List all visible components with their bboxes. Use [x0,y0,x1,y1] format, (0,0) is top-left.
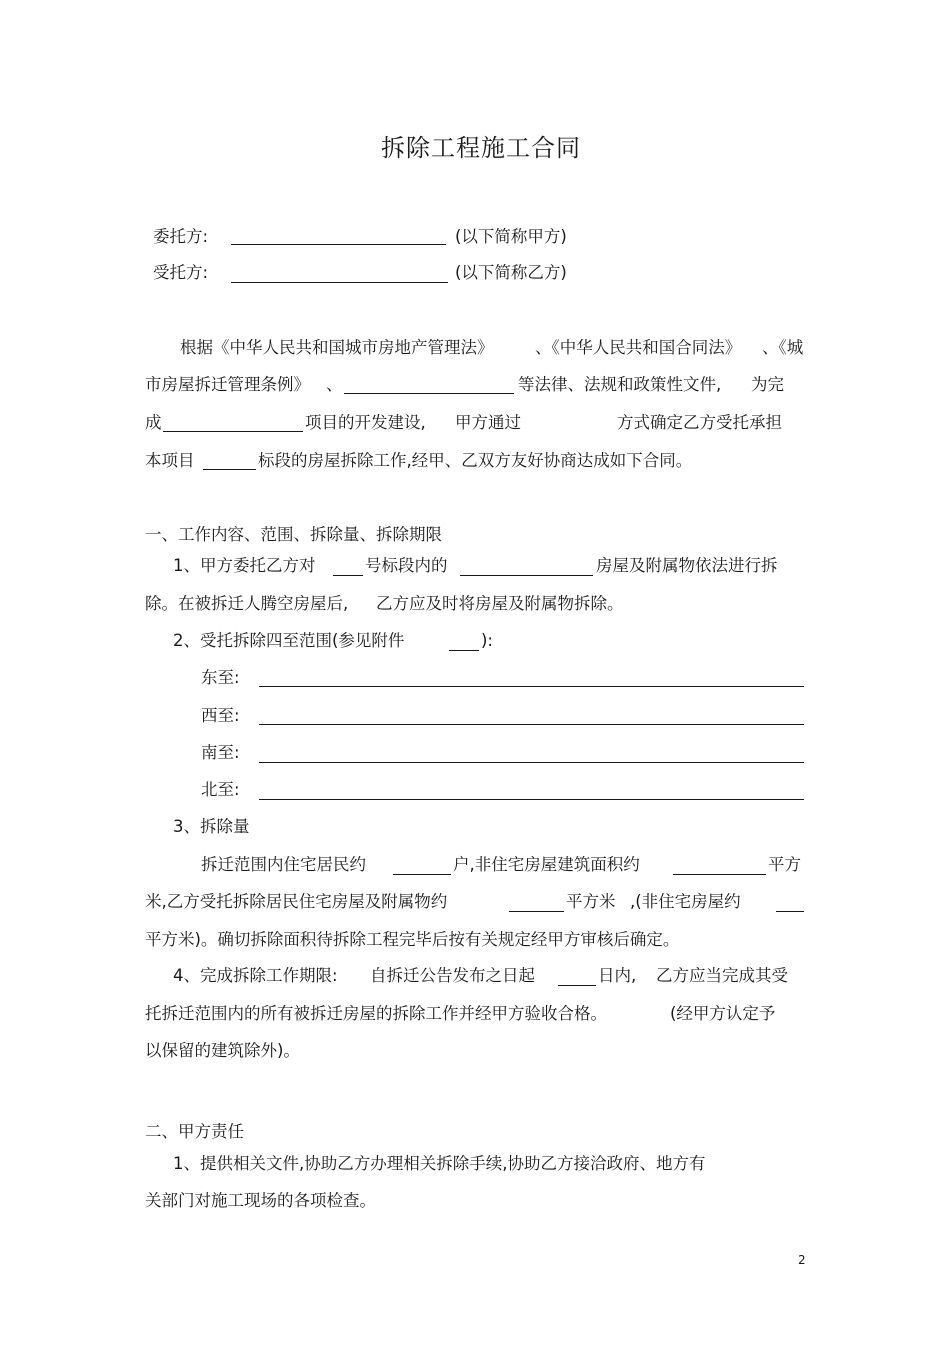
preamble-text: 方式确定乙方受托承担 [617,413,782,432]
preamble-text: 甲方通过 [455,413,521,432]
section-no-blank [203,469,256,470]
section-heading: 一、工作内容、范围、拆除量、拆除期限 [145,525,442,544]
preamble-text: 市房屋拆迁管理条例》 [145,375,310,394]
annex-blank [449,650,479,651]
boundary-south-blank [259,762,804,763]
clause-text: 3、拆除量 [173,817,250,836]
contractor-label: 受托方: [153,263,209,282]
preamble-text: 、 [326,375,343,394]
clause-text: 日内, [598,966,637,985]
regulation-blank [344,393,514,394]
contractor-blank [231,282,448,283]
clause-text: 房屋及附属物依法进行拆 [596,556,778,575]
clause-text: 以保留的建筑除外)。 [145,1041,300,1060]
boundary-west-label: 西至: [201,706,240,725]
boundary-south-label: 南至: [201,743,240,762]
page-number: 2 [798,1253,806,1267]
preamble-text: 项目的开发建设, [305,413,426,432]
clause-text: 户,非住宅房屋建筑面积约 [453,855,640,874]
clause-text: 平方 [768,855,801,874]
preamble-text: 等法律、法规和政策性文件, [518,375,722,394]
clause-text: 乙方应当完成其受 [656,966,788,985]
preamble-text: 、《中华人民共和国合同法》 [535,338,742,357]
clause-text: 1、提供相关文件,协助乙方办理相关拆除手续,协助乙方接洽政府、地方有 [173,1154,706,1173]
boundary-east-blank [259,686,804,687]
client-blank [231,244,446,245]
boundary-east-label: 东至: [201,668,240,687]
client-label: 委托方: [153,227,209,246]
clause-text: (经甲方认定予 [670,1004,776,1023]
boundary-west-blank [259,724,804,725]
clause-text: 米,乙方受托拆除居民住宅房屋及附属物约 [145,892,448,911]
clause-text: 自拆迁公告发布之日起 [370,966,535,985]
client-note: (以下简称甲方) [455,227,567,246]
clause-text: 除。在被拆迁人腾空房屋后, [145,594,349,613]
preamble-text: 标段的房屋拆除工作,经甲、乙双方友好协商达成如下合同。 [258,451,693,470]
clause-text: 关部门对施工现场的各项检查。 [145,1191,376,1210]
nonresidential-area-blank [776,911,804,912]
section-heading: 二、甲方责任 [145,1122,244,1141]
preamble-text: 、《城 [762,338,804,357]
preamble-text: 根据《中华人民共和国城市房地产管理法》 [180,338,494,357]
boundary-north-label: 北至: [201,780,240,799]
clause-text: 号标段内的 [365,556,448,575]
clause-text: 拆迁范围内住宅居民约 [201,855,366,874]
contract-title: 拆除工程施工合同 [381,134,581,162]
residential-area-blank [509,911,564,912]
contractor-note: (以下简称乙方) [455,263,567,282]
section-no-blank [333,575,363,576]
scope-blank [460,575,593,576]
preamble-text: 成 [145,413,162,432]
clause-text: 托拆迁范围内的所有被拆迁房屋的拆除工作并经甲方验收合格。 [145,1004,607,1023]
clause-text: ,(非住宅房屋约 [630,892,741,911]
area-blank [673,874,766,875]
days-blank [558,985,596,986]
boundary-north-blank [259,799,804,800]
clause-text: 1、甲方委托乙方对 [173,556,316,575]
clause-text: 平方米)。确切拆除面积待拆除工程完毕后按有关规定经甲方审核后确定。 [145,930,680,949]
preamble-text: 本项目 [145,451,195,470]
clause-text: 乙方应及时将房屋及附属物拆除。 [376,594,624,613]
preamble-text: 为完 [751,375,784,394]
clause-text: 4、完成拆除工作期限: [173,966,338,985]
clause-text: ): [481,631,493,650]
clause-text: 2、受托拆除四至范围(参见附件 [173,631,405,650]
households-blank [393,874,451,875]
clause-text: 平方米 [566,892,616,911]
project-blank [163,431,303,432]
